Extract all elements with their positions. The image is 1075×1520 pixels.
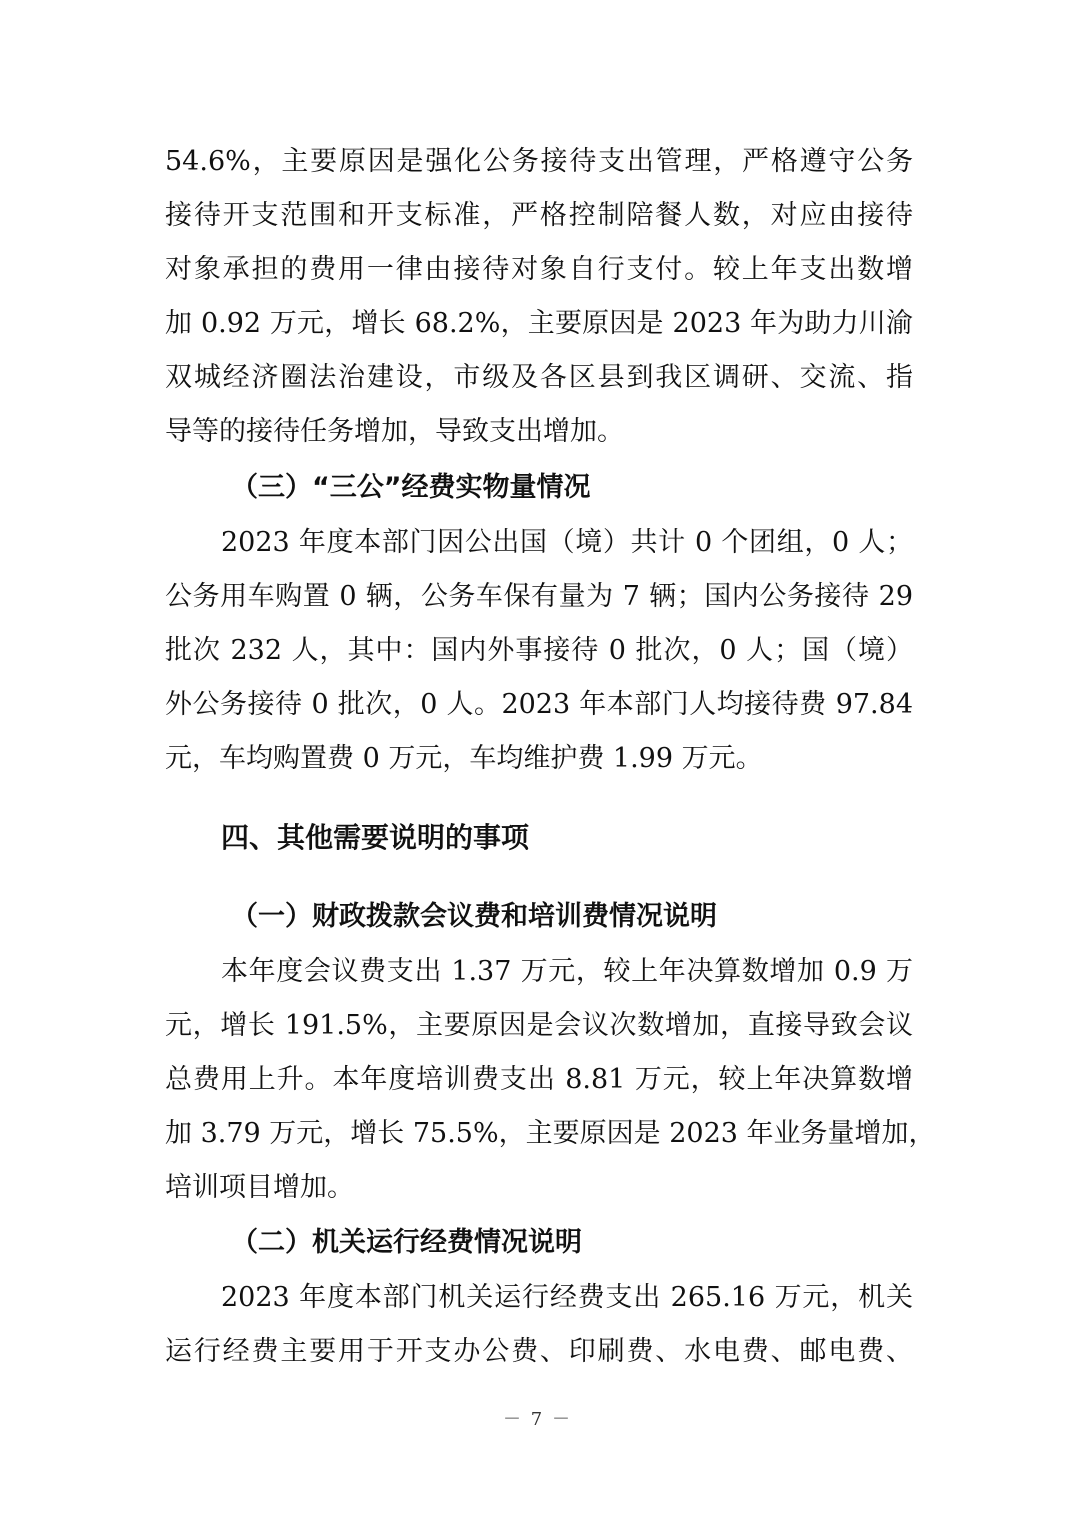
page-number: － 7 －	[503, 1409, 572, 1430]
text-line: 双城经济圈法治建设，市级及各区县到我区调研、交流、指	[165, 362, 913, 393]
text-line: 2023 年度本部门机关运行经费支出 265.16 万元，机关	[221, 1282, 913, 1313]
subsection-heading-meeting-training-fees: （一）财政拨款会议费和培训费情况说明	[231, 901, 717, 932]
text-line: 培训项目增加。	[165, 1172, 354, 1203]
text-line: 批次 232 人，其中：国内外事接待 0 批次，0 人；国（境）	[165, 635, 913, 666]
text-line: 加 3.79 万元，增长 75.5%，主要原因是 2023 年业务量增加，	[165, 1118, 936, 1149]
text-line: 对象承担的费用一律由接待对象自行支付。较上年支出数增	[165, 254, 913, 285]
text-line: 总费用上升。本年度培训费支出 8.81 万元，较上年决算数增	[165, 1064, 913, 1095]
subsection-heading-operating-expenses: （二）机关运行经费情况说明	[231, 1227, 582, 1258]
text-line: 公务用车购置 0 辆，公务车保有量为 7 辆；国内公务接待 29	[165, 581, 913, 612]
text-line: 元，车均购置费 0 万元，车均维护费 1.99 万元。	[165, 743, 763, 774]
text-line: 运行经费主要用于开支办公费、印刷费、水电费、邮电费、	[165, 1336, 913, 1367]
text-line: 外公务接待 0 批次，0 人。2023 年本部门人均接待费 97.84	[165, 689, 913, 720]
text-line: 本年度会议费支出 1.37 万元，较上年决算数增加 0.9 万	[221, 956, 913, 987]
text-line: 元，增长 191.5%，主要原因是会议次数增加，直接导致会议	[165, 1010, 913, 1041]
text-line: 54.6%，主要原因是强化公务接待支出管理，严格遵守公务	[165, 146, 913, 177]
section-heading-other-matters: 四、其他需要说明的事项	[221, 821, 530, 854]
text-line: 2023 年度本部门因公出国（境）共计 0 个团组，0 人；	[221, 527, 913, 558]
text-line: 加 0.92 万元，增长 68.2%，主要原因是 2023 年为助力川渝	[165, 308, 913, 339]
subsection-heading-three-public-physical: （三）“三公”经费实物量情况	[231, 472, 591, 503]
text-line: 接待开支范围和开支标准，严格控制陪餐人数，对应由接待	[165, 200, 913, 231]
text-line: 导等的接待任务增加，导致支出增加。	[165, 416, 624, 447]
